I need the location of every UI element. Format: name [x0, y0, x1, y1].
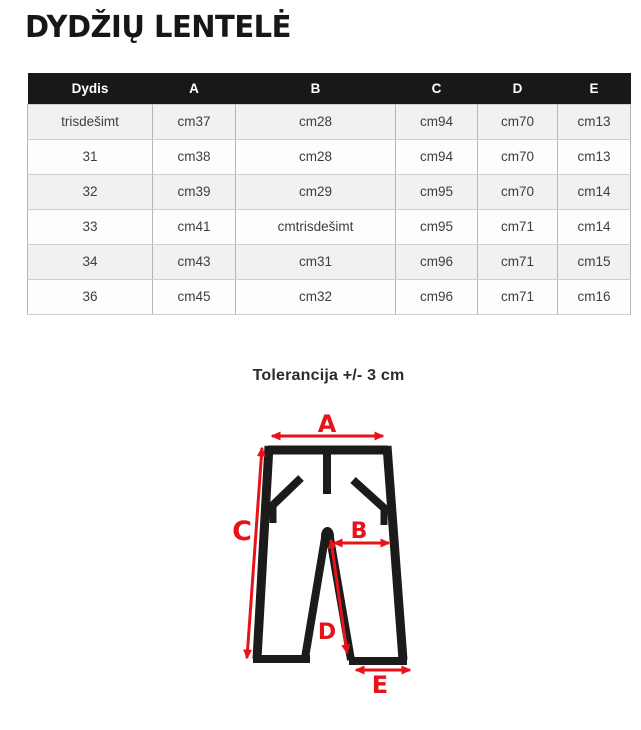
table-cell: cm41	[153, 209, 236, 244]
table-row	[28, 174, 631, 209]
table-cell: cm43	[153, 244, 236, 279]
table-cell: cm13	[558, 104, 631, 139]
tolerance-note: Tolerancija +/- 3 cm	[252, 367, 405, 384]
table-cell: cm94	[396, 139, 478, 174]
table-cell: cm14	[558, 209, 631, 244]
table-cell: cm38	[153, 139, 236, 174]
table-cell: cm71	[478, 209, 558, 244]
table-cell: cm28	[236, 139, 396, 174]
table-cell: cm28	[236, 104, 396, 139]
table-cell: cm71	[478, 244, 558, 279]
table-cell: 36	[28, 279, 153, 314]
page-title: DYDŽIŲ LENTELĖ	[25, 9, 291, 45]
table-cell: cm95	[396, 209, 478, 244]
size-table-body	[28, 104, 631, 314]
table-cell: 31	[28, 139, 153, 174]
table-cell: 32	[28, 174, 153, 209]
pants-measurement-diagram	[228, 400, 428, 710]
table-cell: cm16	[558, 279, 631, 314]
table-cell: cm71	[478, 279, 558, 314]
table-cell: cm70	[478, 139, 558, 174]
table-row	[28, 244, 631, 279]
table-cell: cm37	[153, 104, 236, 139]
left-pocket-slash	[273, 478, 301, 505]
table-cell: cm96	[396, 244, 478, 279]
table-row	[28, 209, 631, 244]
table-row	[28, 279, 631, 314]
table-header-cell: E	[558, 73, 631, 104]
table-header-cell: B	[236, 73, 396, 104]
table-cell: cm13	[558, 139, 631, 174]
table-cell: cm94	[396, 104, 478, 139]
label-b: B	[350, 519, 368, 544]
table-header-cell: Dydis	[28, 73, 153, 104]
table-header-row	[28, 73, 631, 104]
table-header-cell: C	[396, 73, 478, 104]
table-cell: cm96	[396, 279, 478, 314]
table-cell: cm95	[396, 174, 478, 209]
table-cell: cmtrisdešimt	[236, 209, 396, 244]
label-c: C	[232, 516, 252, 547]
table-cell: 34	[28, 244, 153, 279]
table-cell: cm15	[558, 244, 631, 279]
table-header-cell: D	[478, 73, 558, 104]
size-table	[27, 73, 631, 315]
label-e: E	[371, 671, 389, 699]
table-cell: cm32	[236, 279, 396, 314]
table-cell: cm39	[153, 174, 236, 209]
label-d: D	[317, 620, 337, 645]
table-cell: cm14	[558, 174, 631, 209]
table-cell: trisdešimt	[28, 104, 153, 139]
table-cell: 33	[28, 209, 153, 244]
table-header-cell: A	[153, 73, 236, 104]
table-cell: cm45	[153, 279, 236, 314]
table-cell: cm29	[236, 174, 396, 209]
size-table-header	[28, 73, 631, 104]
table-cell: cm70	[478, 174, 558, 209]
table-cell: cm70	[478, 104, 558, 139]
table-row	[28, 139, 631, 174]
table-row	[28, 104, 631, 139]
right-outer-seam	[387, 446, 403, 660]
table-cell: cm31	[236, 244, 396, 279]
right-pocket-slash	[353, 480, 384, 508]
label-a: A	[317, 410, 337, 438]
